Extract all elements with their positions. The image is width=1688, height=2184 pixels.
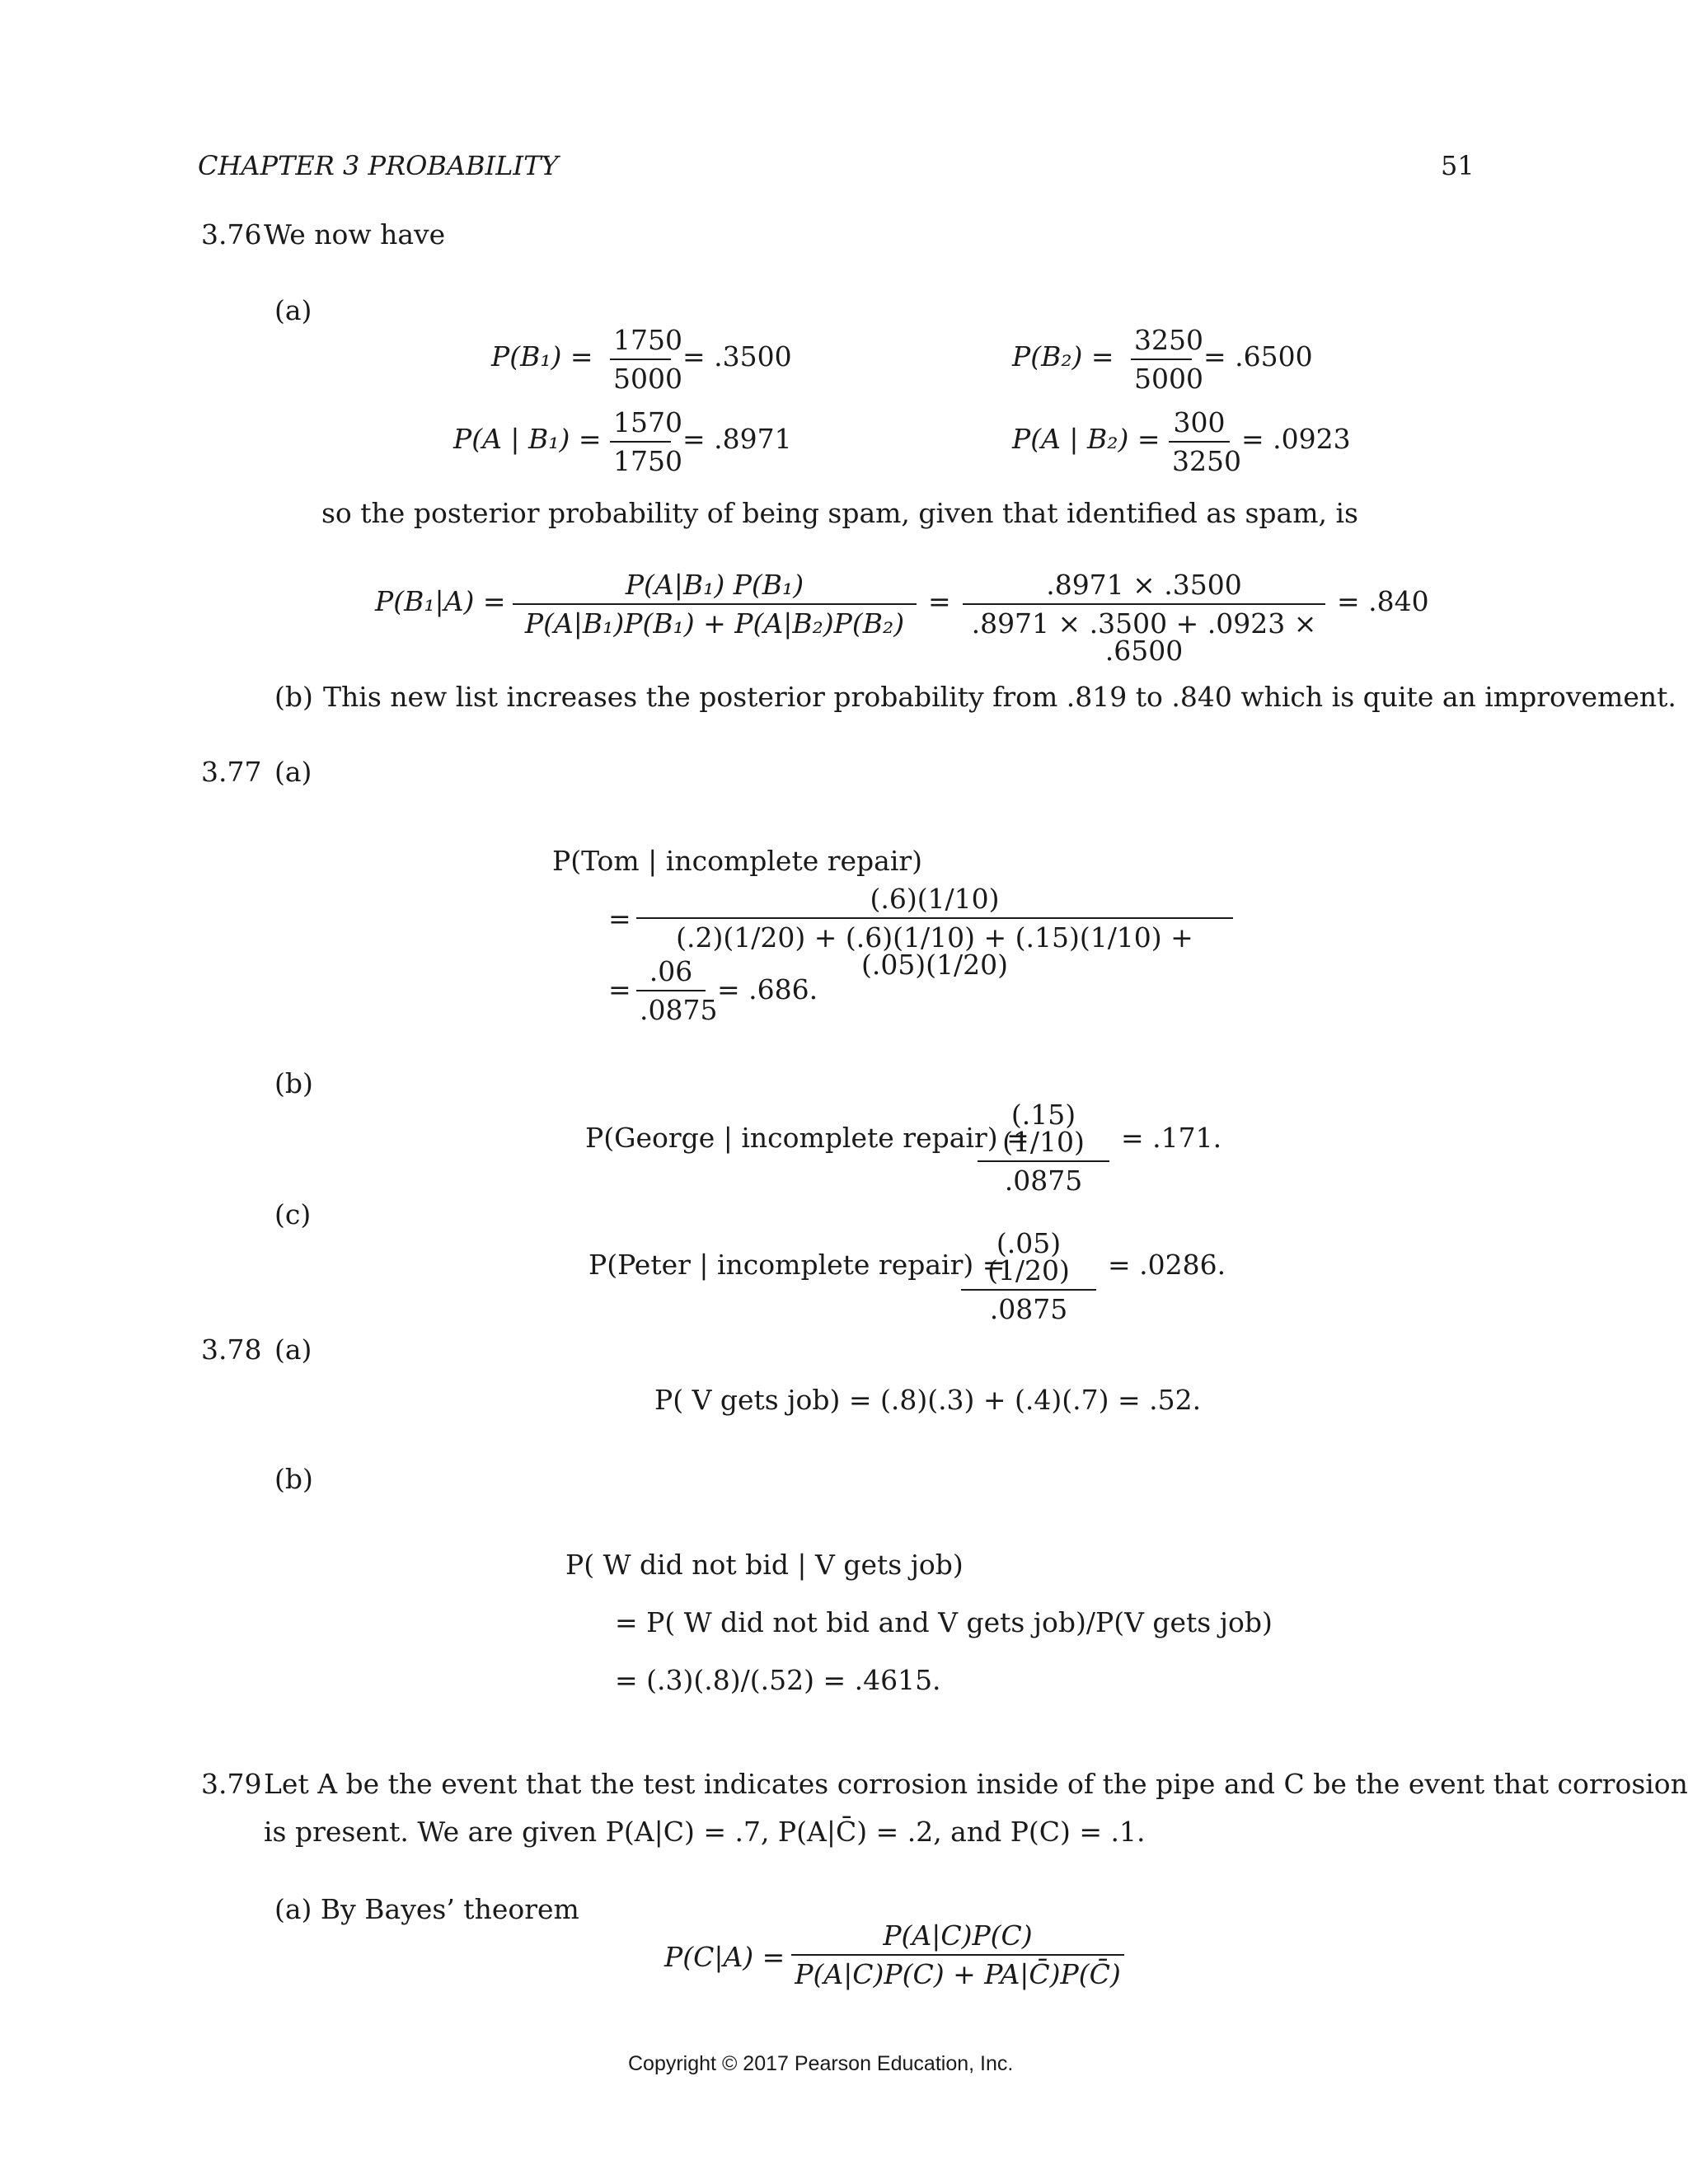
part-label-c: (c) xyxy=(274,1198,312,1230)
posterior-text: so the posterior probability of being spam, given that identified as spam, is xyxy=(321,497,1358,529)
part-label-b: (b) xyxy=(274,681,313,713)
george-result: = .171. xyxy=(1121,1122,1222,1154)
tom-numerator-2: .06 xyxy=(649,955,693,987)
bayes-c-lhs: P(C|A) = xyxy=(664,1941,785,1973)
problem-3-79-line-2: is present. We are given P(A|C) = .7, P(A|C̄) = .2, and P(C) = .1. xyxy=(264,1816,1146,1848)
problem-intro-3-76: We now have xyxy=(264,218,446,251)
tom-equals-2: = xyxy=(608,973,631,1005)
w-did-not-bid-line-1: P( W did not bid | V gets job) xyxy=(565,1549,964,1581)
tom-line: P(Tom | incomplete repair) xyxy=(552,845,923,877)
bayes-lhs: P(B₁|A) = xyxy=(375,585,506,617)
peter-numerator: (.05)(1/20) xyxy=(987,1227,1070,1286)
problem-3-79-line-1: Let A be the event that the test indicates corrosion inside of the pipe and C be the event that corrosion xyxy=(264,1768,1688,1800)
pab1-denominator: 1750 xyxy=(613,445,682,477)
part-label-b: (b) xyxy=(274,1463,313,1495)
bayes-c-numerator: P(A|C)P(C) xyxy=(883,1919,1033,1952)
bayes-numerator: P(A|B₁) P(B₁) xyxy=(625,569,804,601)
part-b-text: This new list increases the posterior probability from .819 to .840 which is quite an improvement. xyxy=(323,681,1676,713)
george-fraction xyxy=(978,1099,1109,1197)
bayes-calc-numerator: .8971 × .3500 xyxy=(1046,569,1242,601)
pb1-numerator: 1750 xyxy=(613,324,682,356)
tom-equals: = xyxy=(608,902,631,935)
problem-label-3-77: 3.77 xyxy=(201,756,262,788)
pb2-denominator: 5000 xyxy=(1134,363,1203,395)
pab1-value: = .8971 xyxy=(682,423,792,455)
page-number: 51 xyxy=(1441,150,1475,181)
part-label-a: (a) xyxy=(274,1333,312,1366)
bayes-denominator: P(A|B₁)P(B₁) + P(A|B₂)P(B₂) xyxy=(524,607,905,640)
problem-label-3-76: 3.76 xyxy=(201,218,262,251)
tom-fraction-2 xyxy=(636,955,718,1026)
peter-denominator: .0875 xyxy=(989,1293,1068,1325)
pab2-fraction xyxy=(1169,406,1241,477)
copyright-footer: Copyright © 2017 Pearson Education, Inc. xyxy=(628,2052,1014,2075)
part-label-a: (a) xyxy=(274,294,312,326)
pab2-numerator: 300 xyxy=(1173,406,1226,438)
pab2-denominator: 3250 xyxy=(1172,445,1241,477)
bayes-equals: = xyxy=(928,585,951,617)
pab1-lhs: P(A | B₁) = xyxy=(453,423,602,455)
pab2-value: = .0923 xyxy=(1241,423,1351,455)
pb1-value: = .3500 xyxy=(682,340,792,373)
part-a-text: (a) By Bayes’ theorem xyxy=(274,1893,579,1925)
peter-fraction xyxy=(961,1227,1096,1325)
bayes-c-fraction xyxy=(791,1919,1124,1990)
pab2-lhs: P(A | B₂) = xyxy=(1012,423,1160,455)
peter-lhs: P(Peter | incomplete repair) = xyxy=(588,1249,1006,1281)
problem-label-3-78: 3.78 xyxy=(201,1333,262,1366)
pab1-fraction xyxy=(610,406,682,477)
bayes-calc-denominator: .8971 × .3500 + .0923 × .6500 xyxy=(971,607,1317,667)
v-gets-job-equation: P( V gets job) = (.8)(.3) + (.4)(.7) = .52. xyxy=(654,1384,1202,1416)
pb2-fraction xyxy=(1131,324,1203,395)
bayes-fraction xyxy=(513,569,917,640)
peter-result: = .0286. xyxy=(1108,1249,1226,1281)
pb1-lhs: P(B₁) = xyxy=(491,340,593,373)
tom-numerator: (.6)(1/10) xyxy=(870,883,1000,915)
tom-denominator-2: .0875 xyxy=(640,994,718,1026)
part-label-a: (a) xyxy=(274,756,312,788)
w-did-not-bid-line-3: = (.3)(.8)/(.52) = .4615. xyxy=(615,1664,941,1696)
bayes-calc-fraction xyxy=(963,569,1325,667)
tom-result: = .686. xyxy=(717,973,818,1005)
tom-denominator: (.2)(1/20) + (.6)(1/10) + (.15)(1/10) + (.05)(1/20) xyxy=(676,921,1193,981)
tom-fraction xyxy=(636,883,1233,981)
part-label-b: (b) xyxy=(274,1067,313,1099)
w-did-not-bid-line-2: = P( W did not bid and V gets job)/P(V gets job) xyxy=(615,1606,1273,1638)
george-lhs: P(George | incomplete repair) = xyxy=(585,1122,1029,1154)
problem-label-3-79: 3.79 xyxy=(201,1768,262,1800)
pb2-value: = .6500 xyxy=(1203,340,1313,373)
bayes-result: = .840 xyxy=(1337,585,1429,617)
pab1-numerator: 1570 xyxy=(613,406,682,438)
chapter-header: CHAPTER 3 PROBABILITY xyxy=(198,150,559,181)
george-numerator: (.15)(1/10) xyxy=(1002,1099,1085,1158)
pb1-denominator: 5000 xyxy=(613,363,682,395)
pb1-fraction xyxy=(610,324,682,395)
pb2-lhs: P(B₂) = xyxy=(1012,340,1114,373)
pb2-numerator: 3250 xyxy=(1134,324,1203,356)
bayes-c-denominator: P(A|C)P(C) + PA|C̄)P(C̄) xyxy=(795,1958,1121,1990)
george-denominator: .0875 xyxy=(1004,1165,1083,1197)
